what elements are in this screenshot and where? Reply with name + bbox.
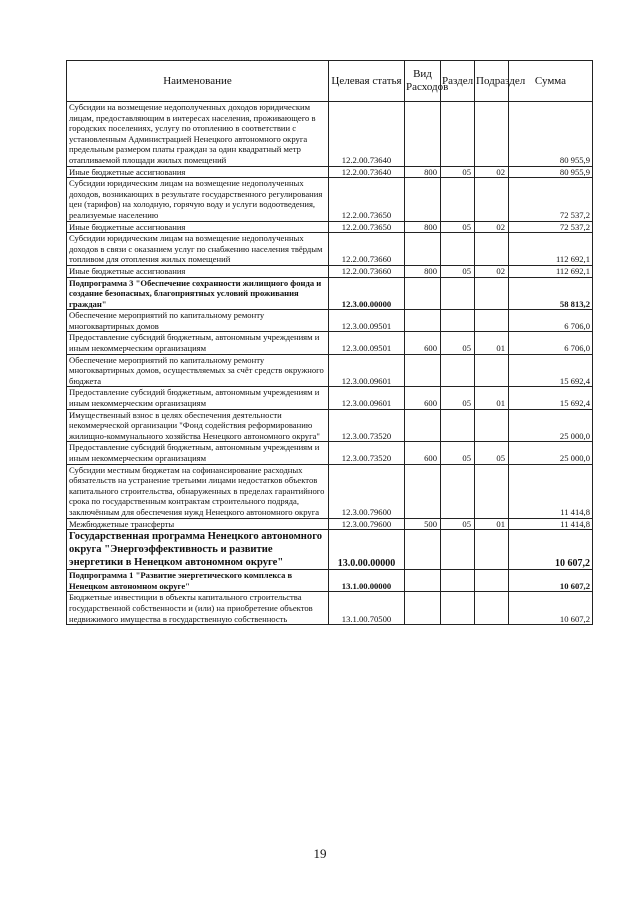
- header-subsection: Подраздел: [475, 61, 509, 102]
- row-sum: 112 692,1: [509, 233, 593, 266]
- table-row: [67, 332, 593, 354]
- header-target: Целевая статья: [329, 61, 405, 102]
- row-name: Субсидии местным бюджетам на софинансирование расходных обязательств на устранение третьими лицами недостатков объектов капитального строительства, обнаруженных в пределах гарантийного срока по государственным контрактам строительного подряда, заключённым для обеспечения нужд Ненецкого автономного округа: [67, 464, 329, 518]
- row-section: [441, 409, 475, 442]
- row-sum: 25 000,0: [509, 409, 593, 442]
- row-section: [441, 277, 475, 310]
- row-subsection: [475, 409, 509, 442]
- row-kind: [405, 530, 441, 570]
- row-name: Обеспечение мероприятий по капитальному ремонту многоквартирных домов, осуществляемых за счёт средств окружного бюджета: [67, 354, 329, 387]
- row-section: 05: [441, 442, 475, 464]
- row-subsection: 05: [475, 442, 509, 464]
- row-section: 05: [441, 166, 475, 178]
- table-row: [67, 409, 593, 442]
- row-subsection: [475, 310, 509, 332]
- row-section: [441, 464, 475, 518]
- table-row: [67, 354, 593, 387]
- row-target-code: 12.3.00.73520: [329, 442, 405, 464]
- table-row: [67, 442, 593, 464]
- table-row-subprogram: [67, 277, 593, 310]
- row-section: [441, 530, 475, 570]
- row-sum: 80 955,9: [509, 166, 593, 178]
- row-sum: 11 414,8: [509, 464, 593, 518]
- row-kind: 800: [405, 221, 441, 233]
- row-kind: [405, 354, 441, 387]
- row-target-code: 12.3.00.09601: [329, 387, 405, 409]
- row-name: Обеспечение мероприятий по капитальному ремонту многоквартирных домов: [67, 310, 329, 332]
- row-subsection: 02: [475, 166, 509, 178]
- row-target-code: 12.2.00.73640: [329, 102, 405, 167]
- row-subsection: [475, 354, 509, 387]
- row-section: [441, 570, 475, 592]
- page-number: 19: [313, 846, 327, 861]
- row-target-code: 12.3.00.09601: [329, 354, 405, 387]
- row-target-code: 12.2.00.73640: [329, 166, 405, 178]
- table-row: [67, 265, 593, 277]
- table-row-program: [67, 530, 593, 570]
- row-target-code: 13.1.00.00000: [329, 570, 405, 592]
- row-sum: 10 607,2: [509, 530, 593, 570]
- row-target-code: 12.3.00.79600: [329, 518, 405, 530]
- row-section: [441, 102, 475, 167]
- table-header-row: [67, 61, 593, 102]
- row-target-code: 13.0.00.00000: [329, 530, 405, 570]
- row-target-code: 12.3.00.09501: [329, 310, 405, 332]
- row-subsection: [475, 570, 509, 592]
- row-sum: 58 813,2: [509, 277, 593, 310]
- header-sum: Сумма: [509, 61, 593, 102]
- row-target-code: 12.3.00.79600: [329, 464, 405, 518]
- row-kind: [405, 464, 441, 518]
- row-name: Предоставление субсидий бюджетным, автономным учреждениям и иным некоммерческим организациям: [67, 332, 329, 354]
- row-target-code: 13.1.00.70500: [329, 592, 405, 625]
- row-subsection: [475, 530, 509, 570]
- row-subsection: 01: [475, 332, 509, 354]
- row-section: [441, 354, 475, 387]
- row-section: [441, 233, 475, 266]
- row-kind: 600: [405, 442, 441, 464]
- row-name: Субсидии юридическим лицам на возмещение недополученных доходов, возникающих в результате государственного регулирования цен (тарифов) на холодную, горячую воду и услуги водоотведения, реализуемые населению: [67, 178, 329, 221]
- row-kind: 600: [405, 387, 441, 409]
- row-subsection: [475, 464, 509, 518]
- row-section: 05: [441, 387, 475, 409]
- row-subsection: [475, 233, 509, 266]
- row-subsection: 01: [475, 387, 509, 409]
- row-name: Иные бюджетные ассигнования: [67, 166, 329, 178]
- row-sum: 10 607,2: [509, 592, 593, 625]
- table-row: [67, 233, 593, 266]
- row-kind: [405, 233, 441, 266]
- table-row: [67, 387, 593, 409]
- row-name: Предоставление субсидий бюджетным, автономным учреждениям и иным некоммерческим организациям: [67, 442, 329, 464]
- row-name: Межбюджетные трансферты: [67, 518, 329, 530]
- row-target-code: 12.2.00.73650: [329, 221, 405, 233]
- row-subsection: 02: [475, 221, 509, 233]
- row-kind: 600: [405, 332, 441, 354]
- table-row-subprogram: [67, 570, 593, 592]
- row-name: Иные бюджетные ассигнования: [67, 221, 329, 233]
- row-name: Иные бюджетные ассигнования: [67, 265, 329, 277]
- row-section: 05: [441, 332, 475, 354]
- header-kind: Вид Расходов: [405, 61, 441, 102]
- row-name: Подпрограмма 3 "Обеспечение сохранности жилищного фонда и создание безопасных, благоприятных условий проживания граждан": [67, 277, 329, 310]
- row-kind: [405, 592, 441, 625]
- table-row: [67, 178, 593, 221]
- header-name: Наименование: [67, 61, 329, 102]
- row-kind: [405, 570, 441, 592]
- row-subsection: [475, 592, 509, 625]
- row-name: Имущественный взнос в целях обеспечения деятельности некоммерческой организации "Фонд содействия реформированию жилищно-коммунального хозяйства Ненецкого автономного округа": [67, 409, 329, 442]
- row-target-code: 12.3.00.73520: [329, 409, 405, 442]
- row-target-code: 12.2.00.73660: [329, 265, 405, 277]
- row-kind: [405, 102, 441, 167]
- row-name: Субсидии на возмещение недополученных доходов юридическим лицам, предоставляющим в интересах населения, проживающего в городских поселениях, услугу по отоплению в соответствии с установленным Администрацией Ненецкого автономного округа предельным размером платы граждан за один квадратный метр отапливаемой площади жилых помещений: [67, 102, 329, 167]
- row-section: 05: [441, 265, 475, 277]
- row-sum: 80 955,9: [509, 102, 593, 167]
- row-section: 05: [441, 221, 475, 233]
- row-sum: 15 692,4: [509, 354, 593, 387]
- row-sum: 72 537,2: [509, 221, 593, 233]
- row-kind: 800: [405, 166, 441, 178]
- row-target-code: 12.3.00.09501: [329, 332, 405, 354]
- table-row: [67, 166, 593, 178]
- row-section: 05: [441, 518, 475, 530]
- row-section: [441, 592, 475, 625]
- row-sum: 15 692,4: [509, 387, 593, 409]
- row-sum: 6 706,0: [509, 310, 593, 332]
- row-name: Субсидии юридическим лицам на возмещение недополученных доходов в связи с оказанием услуг по снабжению населения твёрдым топливом для отопления жилых помещений: [67, 233, 329, 266]
- table-row: [67, 221, 593, 233]
- row-sum: 112 692,1: [509, 265, 593, 277]
- row-sum: 11 414,8: [509, 518, 593, 530]
- row-sum: 72 537,2: [509, 178, 593, 221]
- row-name: Государственная программа Ненецкого автономного округа "Энергоэффективность и развитие энергетики в Ненецком автономном округе": [67, 530, 329, 570]
- table-row: [67, 464, 593, 518]
- row-target-code: 12.2.00.73660: [329, 233, 405, 266]
- row-subsection: [475, 102, 509, 167]
- row-target-code: 12.3.00.00000: [329, 277, 405, 310]
- row-section: [441, 310, 475, 332]
- row-kind: [405, 277, 441, 310]
- row-subsection: [475, 277, 509, 310]
- row-name: Подпрограмма 1 "Развитие энергетического комплекса в Ненецком автономном округе": [67, 570, 329, 592]
- row-kind: [405, 310, 441, 332]
- table-row: [67, 310, 593, 332]
- budget-table: [66, 60, 593, 625]
- row-section: [441, 178, 475, 221]
- table-row: [67, 518, 593, 530]
- row-name: Предоставление субсидий бюджетным, автономным учреждениям и иным некоммерческим организациям: [67, 387, 329, 409]
- row-sum: 6 706,0: [509, 332, 593, 354]
- row-sum: 10 607,2: [509, 570, 593, 592]
- row-kind: [405, 409, 441, 442]
- row-subsection: 02: [475, 265, 509, 277]
- row-name: Бюджетные инвестиции в объекты капитального строительства государственной собственности и (или) на приобретение объектов недвижимого имущества в государственную собственность: [67, 592, 329, 625]
- row-kind: [405, 178, 441, 221]
- row-kind: 800: [405, 265, 441, 277]
- row-sum: 25 000,0: [509, 442, 593, 464]
- table-row: [67, 102, 593, 167]
- table-row: [67, 592, 593, 625]
- row-subsection: [475, 178, 509, 221]
- row-target-code: 12.2.00.73650: [329, 178, 405, 221]
- row-kind: 500: [405, 518, 441, 530]
- row-subsection: 01: [475, 518, 509, 530]
- header-section: Раздел: [441, 61, 475, 102]
